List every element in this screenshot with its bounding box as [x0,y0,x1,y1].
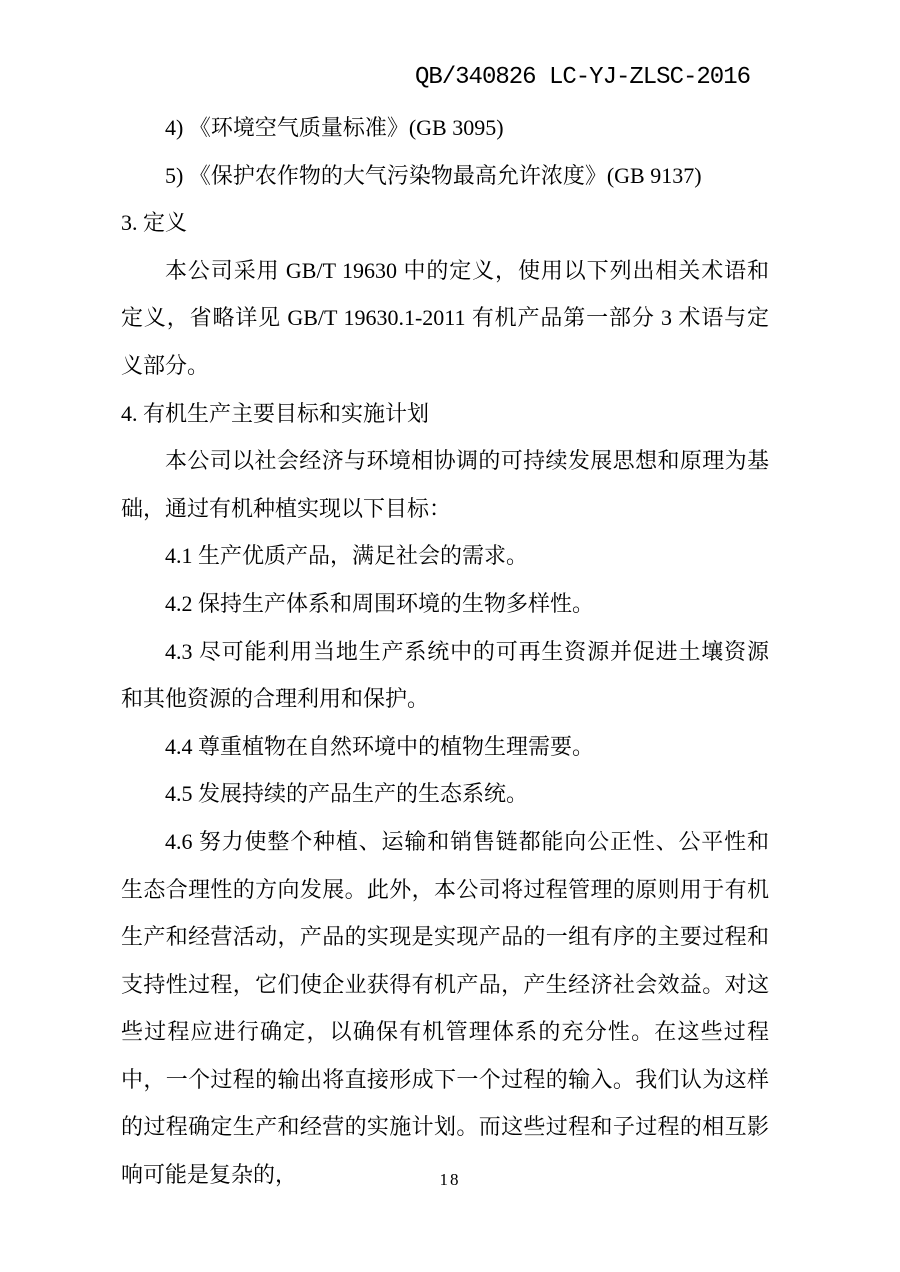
goal-item-4-1: 4.1 生产优质产品，满足社会的需求。 [165,543,529,569]
goal-item-4-6: 4.6 努力使整个种植、运输和销售链都能向公正性、公平性和生态合理性的方向发展。此外，本公司将过程管理的原则用于有机生产和经营活动，产品的实现是实现产品的一组有序的主要过程和支持性过程，它们使企业获得有机产品，产生经济社会效益。对这些过程应进行确定，以确保有机管理体系的充分性。在这些过程中，一个过程的输出将直接形成下一个过程的输入。我们认为这样的过程确定生产和经营的实施计划。而这些过程和子过程的相互影响可能是复杂的， [121,828,769,1188]
goal-item-4-5: 4.5 发展持续的产品生产的生态系统。 [165,781,529,807]
section-heading-3-definitions: 3. 定义 [121,210,188,236]
section-heading-4-goals: 4. 有机生产主要目标和实施计划 [121,400,430,426]
goal-item-4-2: 4.2 保持生产体系和周围环境的生物多样性。 [165,590,595,616]
page-number: 18 [439,1170,461,1189]
paragraph-goals-intro: 本公司以社会经济与环境相协调的可持续发展思想和原理为基础，通过有机种植实现以下目标： [121,448,769,521]
reference-item-4: 4) 《环境空气质量标准》(GB 3095) [165,115,504,140]
document-body [121,104,769,1199]
document-code-header: QB/340826 LC-YJ-ZLSC-2016 [414,64,750,91]
paragraph-definitions: 本公司采用 GB/T 19630 中的定义，使用以下列出相关术语和定义，省略详见 GB/T 19630.1-2011 有机产品第一部分 3 术语与定义部分。 [121,257,769,378]
reference-item-5: 5) 《保护农作物的大气污染物最高允许浓度》(GB 9137) [165,162,702,188]
goal-item-4-3: 4.3 尽可能利用当地生产系统中的可再生资源并促进土壤资源和其他资源的合理利用和保护。 [121,638,769,712]
goal-item-4-4: 4.4 尊重植物在自然环境中的植物生理需要。 [165,733,595,759]
